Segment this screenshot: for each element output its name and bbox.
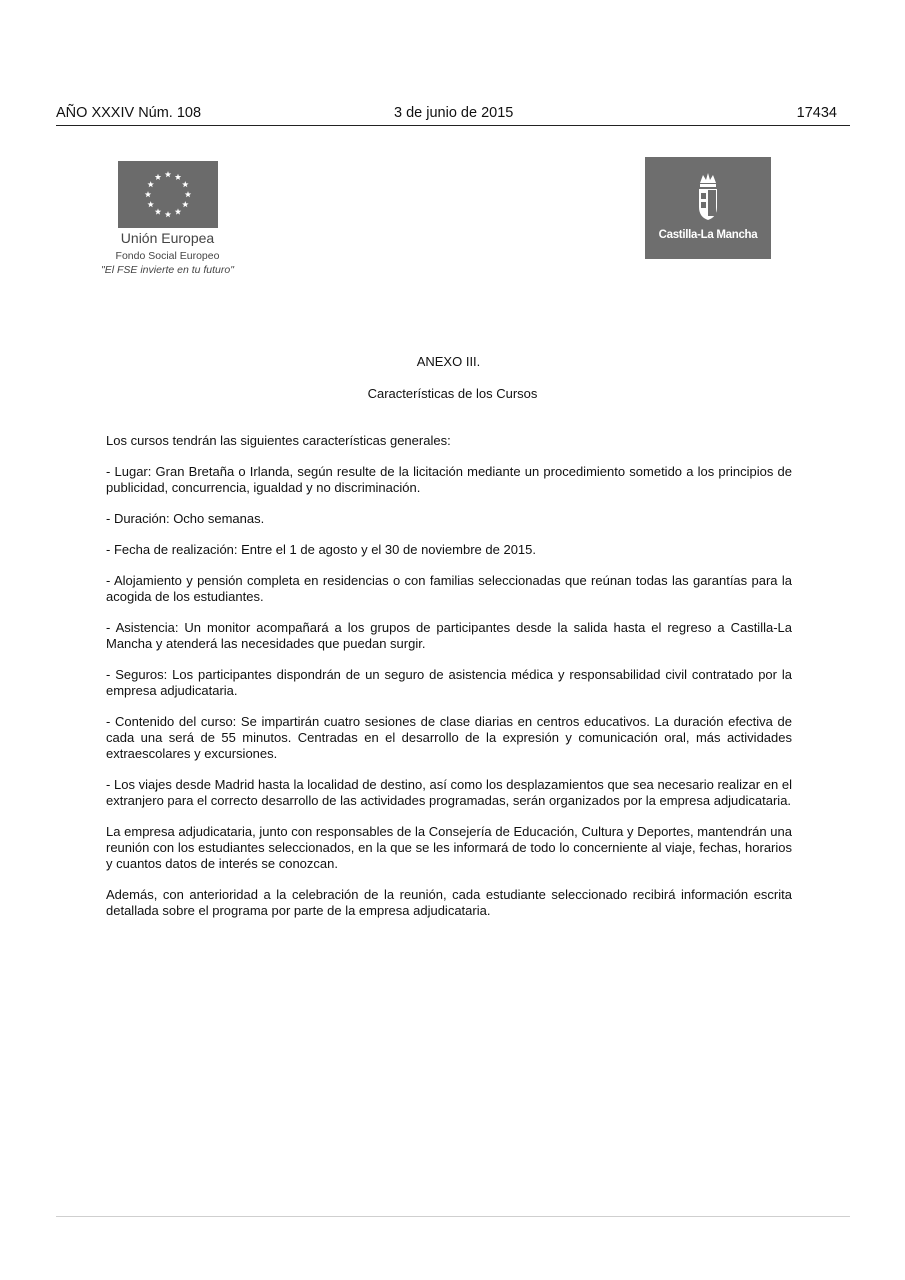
annex-subtitle: Características de los Cursos [367,386,538,401]
paragraph: Además, con anterioridad a la celebración de la reunión, cada estudiante seleccionado recibirá información escrita detallada sobre el programa por parte de la empresa adjudicataria. [106,887,792,918]
paragraph: Los cursos tendrán las siguientes características generales: [106,433,451,448]
eu-star-icon [185,191,191,197]
crest-icon [695,171,721,223]
eu-star-icon [175,208,181,214]
paragraph: - Seguros: Los participantes dispondrán de un seguro de asistencia médica y responsabilidad civil contratado por la empresa adjudicataria. [106,667,792,698]
paragraph: - Asistencia: Un monitor acompañará a los grupos de participantes desde la salida hasta el regreso a Castilla-La Mancha y atenderá las necesidades que puedan surgir. [106,620,792,651]
footer-divider [56,1216,850,1217]
eu-star-icon [182,181,188,187]
eu-star-icon [147,181,153,187]
eu-star-icon [165,211,171,217]
eu-flag-icon [118,161,218,228]
issue-number: AÑO XXXIV Núm. 108 [56,105,202,121]
eu-star-icon [175,174,181,180]
eu-logo [90,160,245,280]
eu-star-icon [182,201,188,207]
eu-logo-motto: "El FSE invierte en tu futuro" [101,264,234,276]
paragraph: - Alojamiento y pensión completa en residencias o con familias seleccionadas que reúnan todas las garantías para la acogida de los estudiantes. [106,573,792,604]
page-header [56,103,850,126]
castilla-la-mancha-logo [645,157,771,259]
eu-logo-subtitle: Fondo Social Europeo [115,250,220,262]
publication-date: 3 de junio de 2015 [394,105,514,121]
annex-title: ANEXO III. [416,354,481,369]
paragraph: - Lugar: Gran Bretaña o Irlanda, según resulte de la licitación mediante un procedimiento sometido a los principios de publicidad, concurrencia, igualdad y no discriminación. [106,464,792,495]
document-body [106,433,792,934]
eu-star-icon [145,191,151,197]
paragraph: - Fecha de realización: Entre el 1 de agosto y el 30 de noviembre de 2015. [106,542,536,557]
eu-logo-title: Unión Europea [120,230,215,246]
eu-star-icon [155,208,161,214]
castilla-la-mancha-name: Castilla-La Mancha [658,229,758,241]
paragraph: La empresa adjudicataria, junto con responsables de la Consejería de Educación, Cultura y Deportes, mantendrán una reunión con los estudiantes seleccionados, en la que se les informará de todo lo concerniente al viaje, fechas, horarios y cuantos datos de interés se conozcan. [106,824,792,871]
page-number: 17434 [796,105,837,121]
eu-star-icon [147,201,153,207]
paragraph: - Contenido del curso: Se impartirán cuatro sesiones de clase diarias en centros educativos. La duración efectiva de cada una será de 55 minutos. Centradas en el desarrollo de la expresión y comunicación oral, más actividades extraescolares y excursiones. [106,714,792,761]
paragraph: - Los viajes desde Madrid hasta la localidad de destino, así como los desplazamientos que sea necesario realizar en el extranjero para el correcto desarrollo de las actividades programadas, serán organizados por la empresa adjudicataria. [106,777,792,808]
eu-star-icon [155,174,161,180]
paragraph: - Duración: Ocho semanas. [106,511,265,526]
eu-star-icon [165,171,171,177]
